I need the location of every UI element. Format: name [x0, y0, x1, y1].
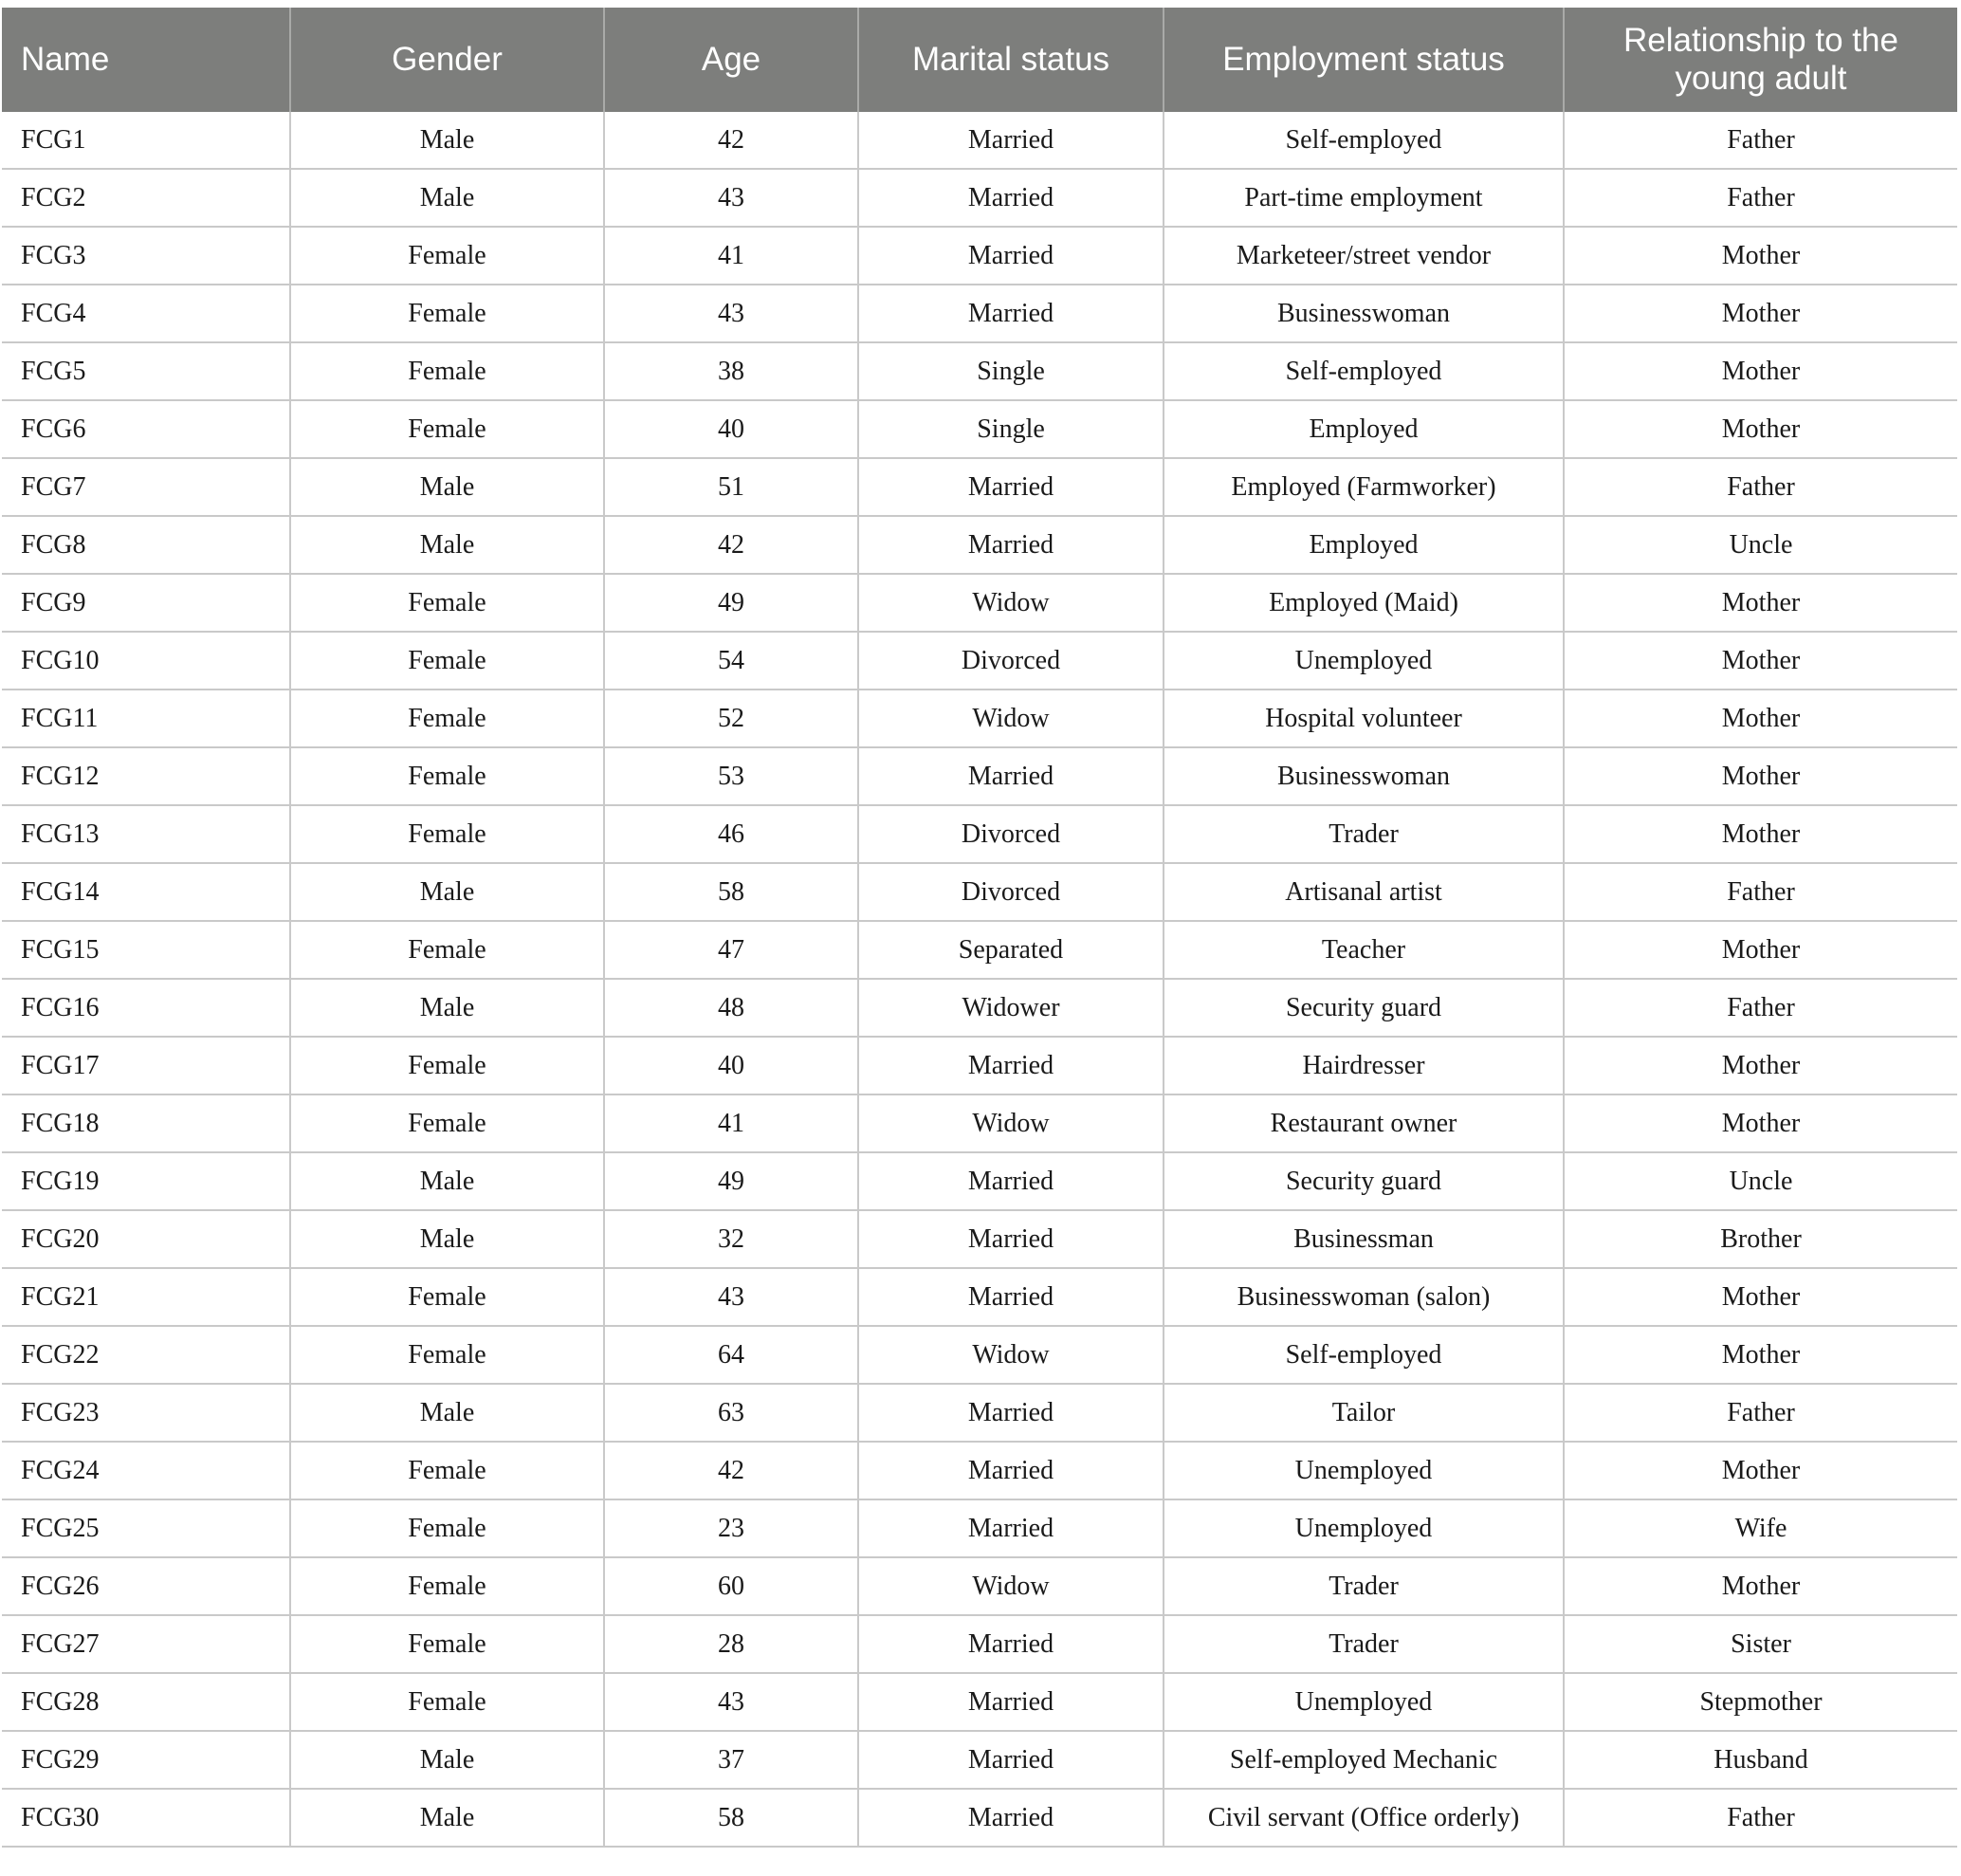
cell-name: FCG2 [2, 169, 290, 227]
cell-age: 40 [604, 1037, 858, 1094]
cell-marital-status: Married [858, 1731, 1164, 1789]
cell-gender: Female [290, 747, 604, 805]
cell-employment-status: Unemployed [1164, 1442, 1564, 1499]
cell-name: FCG10 [2, 632, 290, 690]
cell-gender: Female [290, 1268, 604, 1326]
cell-age: 43 [604, 1673, 858, 1731]
cell-gender: Female [290, 342, 604, 400]
cell-gender: Female [290, 690, 604, 747]
cell-gender: Male [290, 169, 604, 227]
cell-marital-status: Married [858, 1384, 1164, 1442]
cell-name: FCG18 [2, 1094, 290, 1152]
cell-marital-status: Widower [858, 979, 1164, 1037]
cell-relationship: Mother [1564, 285, 1957, 342]
table-header [2, 8, 1957, 112]
cell-name: FCG16 [2, 979, 290, 1037]
cell-marital-status: Single [858, 400, 1164, 458]
cell-employment-status: Unemployed [1164, 1499, 1564, 1557]
cell-gender: Female [290, 1037, 604, 1094]
table-row [2, 1615, 1957, 1673]
cell-relationship: Mother [1564, 1037, 1957, 1094]
cell-employment-status: Self-employed [1164, 342, 1564, 400]
cell-age: 58 [604, 1789, 858, 1847]
cell-marital-status: Widow [858, 574, 1164, 632]
cell-name: FCG20 [2, 1210, 290, 1268]
caregiver-table-container [2, 8, 1957, 1848]
cell-name: FCG25 [2, 1499, 290, 1557]
table-row [2, 285, 1957, 342]
cell-name: FCG6 [2, 400, 290, 458]
cell-gender: Female [290, 1499, 604, 1557]
table-row [2, 632, 1957, 690]
cell-employment-status: Employed (Farmworker) [1164, 458, 1564, 516]
cell-age: 23 [604, 1499, 858, 1557]
cell-relationship: Uncle [1564, 516, 1957, 574]
cell-marital-status: Divorced [858, 632, 1164, 690]
header-relationship: Relationship to the young adult [1564, 8, 1957, 112]
cell-gender: Female [290, 1094, 604, 1152]
cell-relationship: Father [1564, 1384, 1957, 1442]
cell-marital-status: Married [858, 1268, 1164, 1326]
cell-relationship: Mother [1564, 400, 1957, 458]
cell-gender: Female [290, 400, 604, 458]
table-row [2, 921, 1957, 979]
cell-age: 28 [604, 1615, 858, 1673]
cell-relationship: Wife [1564, 1499, 1957, 1557]
cell-employment-status: Hospital volunteer [1164, 690, 1564, 747]
cell-gender: Female [290, 1326, 604, 1384]
cell-relationship: Mother [1564, 1442, 1957, 1499]
cell-employment-status: Self-employed [1164, 1326, 1564, 1384]
cell-employment-status: Security guard [1164, 979, 1564, 1037]
cell-relationship: Father [1564, 863, 1957, 921]
cell-employment-status: Unemployed [1164, 632, 1564, 690]
cell-age: 40 [604, 400, 858, 458]
cell-age: 48 [604, 979, 858, 1037]
cell-age: 51 [604, 458, 858, 516]
cell-relationship: Father [1564, 458, 1957, 516]
cell-name: FCG17 [2, 1037, 290, 1094]
cell-marital-status: Divorced [858, 805, 1164, 863]
cell-age: 58 [604, 863, 858, 921]
cell-name: FCG11 [2, 690, 290, 747]
cell-employment-status: Employed [1164, 400, 1564, 458]
table-row [2, 574, 1957, 632]
cell-gender: Male [290, 1731, 604, 1789]
cell-relationship: Brother [1564, 1210, 1957, 1268]
cell-employment-status: Trader [1164, 1557, 1564, 1615]
cell-gender: Male [290, 1789, 604, 1847]
cell-employment-status: Teacher [1164, 921, 1564, 979]
cell-relationship: Mother [1564, 805, 1957, 863]
cell-age: 32 [604, 1210, 858, 1268]
table-row [2, 1442, 1957, 1499]
cell-gender: Male [290, 979, 604, 1037]
table-row [2, 1326, 1957, 1384]
cell-marital-status: Separated [858, 921, 1164, 979]
cell-marital-status: Married [858, 747, 1164, 805]
cell-name: FCG21 [2, 1268, 290, 1326]
cell-age: 49 [604, 574, 858, 632]
table-row [2, 169, 1957, 227]
table-row [2, 1152, 1957, 1210]
cell-name: FCG5 [2, 342, 290, 400]
table-row [2, 516, 1957, 574]
cell-name: FCG3 [2, 227, 290, 285]
cell-employment-status: Businesswoman (salon) [1164, 1268, 1564, 1326]
table-row [2, 342, 1957, 400]
cell-age: 43 [604, 169, 858, 227]
cell-marital-status: Widow [858, 1326, 1164, 1384]
cell-employment-status: Hairdresser [1164, 1037, 1564, 1094]
cell-employment-status: Self-employed [1164, 112, 1564, 169]
cell-employment-status: Trader [1164, 1615, 1564, 1673]
cell-employment-status: Trader [1164, 805, 1564, 863]
cell-name: FCG13 [2, 805, 290, 863]
cell-marital-status: Married [858, 1789, 1164, 1847]
cell-employment-status: Tailor [1164, 1384, 1564, 1442]
cell-age: 41 [604, 1094, 858, 1152]
table-row [2, 805, 1957, 863]
table-row [2, 1557, 1957, 1615]
cell-gender: Female [290, 574, 604, 632]
cell-age: 54 [604, 632, 858, 690]
cell-relationship: Mother [1564, 1094, 1957, 1152]
header-name: Name [2, 8, 290, 112]
cell-gender: Female [290, 805, 604, 863]
cell-relationship: Mother [1564, 1268, 1957, 1326]
cell-employment-status: Part-time employment [1164, 169, 1564, 227]
cell-gender: Male [290, 112, 604, 169]
cell-relationship: Mother [1564, 1557, 1957, 1615]
table-row [2, 747, 1957, 805]
table-row [2, 1037, 1957, 1094]
table-row [2, 1210, 1957, 1268]
cell-age: 42 [604, 112, 858, 169]
cell-marital-status: Widow [858, 690, 1164, 747]
table-row [2, 1731, 1957, 1789]
cell-name: FCG7 [2, 458, 290, 516]
cell-name: FCG28 [2, 1673, 290, 1731]
cell-age: 42 [604, 1442, 858, 1499]
cell-marital-status: Married [858, 1442, 1164, 1499]
cell-name: FCG22 [2, 1326, 290, 1384]
caregiver-demographics-table [2, 8, 1957, 1848]
cell-relationship: Father [1564, 979, 1957, 1037]
cell-employment-status: Businessman [1164, 1210, 1564, 1268]
header-gender: Gender [290, 8, 604, 112]
cell-relationship: Husband [1564, 1731, 1957, 1789]
table-row [2, 1673, 1957, 1731]
cell-marital-status: Single [858, 342, 1164, 400]
cell-relationship: Mother [1564, 921, 1957, 979]
cell-marital-status: Widow [858, 1094, 1164, 1152]
cell-employment-status: Unemployed [1164, 1673, 1564, 1731]
cell-name: FCG15 [2, 921, 290, 979]
cell-name: FCG8 [2, 516, 290, 574]
table-row [2, 863, 1957, 921]
cell-name: FCG12 [2, 747, 290, 805]
table-row [2, 1499, 1957, 1557]
cell-name: FCG30 [2, 1789, 290, 1847]
cell-age: 63 [604, 1384, 858, 1442]
cell-name: FCG14 [2, 863, 290, 921]
cell-relationship: Mother [1564, 690, 1957, 747]
cell-age: 49 [604, 1152, 858, 1210]
cell-relationship: Stepmother [1564, 1673, 1957, 1731]
cell-age: 47 [604, 921, 858, 979]
table-row [2, 227, 1957, 285]
cell-gender: Female [290, 1557, 604, 1615]
header-row [2, 8, 1957, 112]
cell-marital-status: Married [858, 458, 1164, 516]
cell-employment-status: Restaurant owner [1164, 1094, 1564, 1152]
cell-name: FCG23 [2, 1384, 290, 1442]
cell-gender: Female [290, 285, 604, 342]
cell-name: FCG29 [2, 1731, 290, 1789]
cell-marital-status: Divorced [858, 863, 1164, 921]
cell-employment-status: Self-employed Mechanic [1164, 1731, 1564, 1789]
cell-gender: Female [290, 921, 604, 979]
cell-gender: Male [290, 1384, 604, 1442]
cell-marital-status: Married [858, 1210, 1164, 1268]
cell-gender: Female [290, 1615, 604, 1673]
cell-marital-status: Married [858, 1499, 1164, 1557]
cell-name: FCG27 [2, 1615, 290, 1673]
cell-relationship: Mother [1564, 632, 1957, 690]
cell-age: 53 [604, 747, 858, 805]
cell-marital-status: Married [858, 285, 1164, 342]
cell-marital-status: Married [858, 1615, 1164, 1673]
cell-marital-status: Married [858, 1152, 1164, 1210]
cell-age: 43 [604, 285, 858, 342]
cell-name: FCG24 [2, 1442, 290, 1499]
cell-marital-status: Widow [858, 1557, 1164, 1615]
cell-name: FCG19 [2, 1152, 290, 1210]
cell-age: 42 [604, 516, 858, 574]
table-row [2, 458, 1957, 516]
cell-marital-status: Married [858, 227, 1164, 285]
table-row [2, 1789, 1957, 1847]
cell-employment-status: Businesswoman [1164, 285, 1564, 342]
cell-gender: Male [290, 863, 604, 921]
table-row [2, 1094, 1957, 1152]
cell-age: 52 [604, 690, 858, 747]
cell-age: 41 [604, 227, 858, 285]
cell-age: 60 [604, 1557, 858, 1615]
cell-relationship: Uncle [1564, 1152, 1957, 1210]
table-row [2, 400, 1957, 458]
cell-relationship: Mother [1564, 574, 1957, 632]
cell-employment-status: Artisanal artist [1164, 863, 1564, 921]
cell-age: 43 [604, 1268, 858, 1326]
cell-relationship: Mother [1564, 342, 1957, 400]
cell-employment-status: Employed [1164, 516, 1564, 574]
table-row [2, 1384, 1957, 1442]
cell-relationship: Mother [1564, 1326, 1957, 1384]
cell-name: FCG4 [2, 285, 290, 342]
cell-marital-status: Married [858, 1037, 1164, 1094]
cell-age: 46 [604, 805, 858, 863]
table-row [2, 690, 1957, 747]
cell-relationship: Mother [1564, 747, 1957, 805]
cell-relationship: Sister [1564, 1615, 1957, 1673]
table-row [2, 112, 1957, 169]
cell-gender: Male [290, 516, 604, 574]
cell-age: 37 [604, 1731, 858, 1789]
cell-employment-status: Employed (Maid) [1164, 574, 1564, 632]
cell-name: FCG26 [2, 1557, 290, 1615]
cell-gender: Female [290, 1442, 604, 1499]
cell-gender: Male [290, 1210, 604, 1268]
cell-relationship: Mother [1564, 227, 1957, 285]
cell-relationship: Father [1564, 169, 1957, 227]
cell-name: FCG9 [2, 574, 290, 632]
cell-name: FCG1 [2, 112, 290, 169]
cell-gender: Female [290, 227, 604, 285]
table-body [2, 112, 1957, 1847]
cell-relationship: Father [1564, 112, 1957, 169]
cell-marital-status: Married [858, 112, 1164, 169]
header-employment-status: Employment status [1164, 8, 1564, 112]
cell-marital-status: Married [858, 516, 1164, 574]
cell-gender: Female [290, 632, 604, 690]
cell-gender: Male [290, 458, 604, 516]
cell-gender: Male [290, 1152, 604, 1210]
table-row [2, 1268, 1957, 1326]
cell-employment-status: Security guard [1164, 1152, 1564, 1210]
cell-gender: Female [290, 1673, 604, 1731]
cell-employment-status: Businesswoman [1164, 747, 1564, 805]
cell-relationship: Father [1564, 1789, 1957, 1847]
cell-marital-status: Married [858, 1673, 1164, 1731]
cell-age: 64 [604, 1326, 858, 1384]
cell-employment-status: Marketeer/street vendor [1164, 227, 1564, 285]
header-marital-status: Marital status [858, 8, 1164, 112]
cell-marital-status: Married [858, 169, 1164, 227]
header-age: Age [604, 8, 858, 112]
cell-employment-status: Civil servant (Office orderly) [1164, 1789, 1564, 1847]
table-row [2, 979, 1957, 1037]
cell-age: 38 [604, 342, 858, 400]
